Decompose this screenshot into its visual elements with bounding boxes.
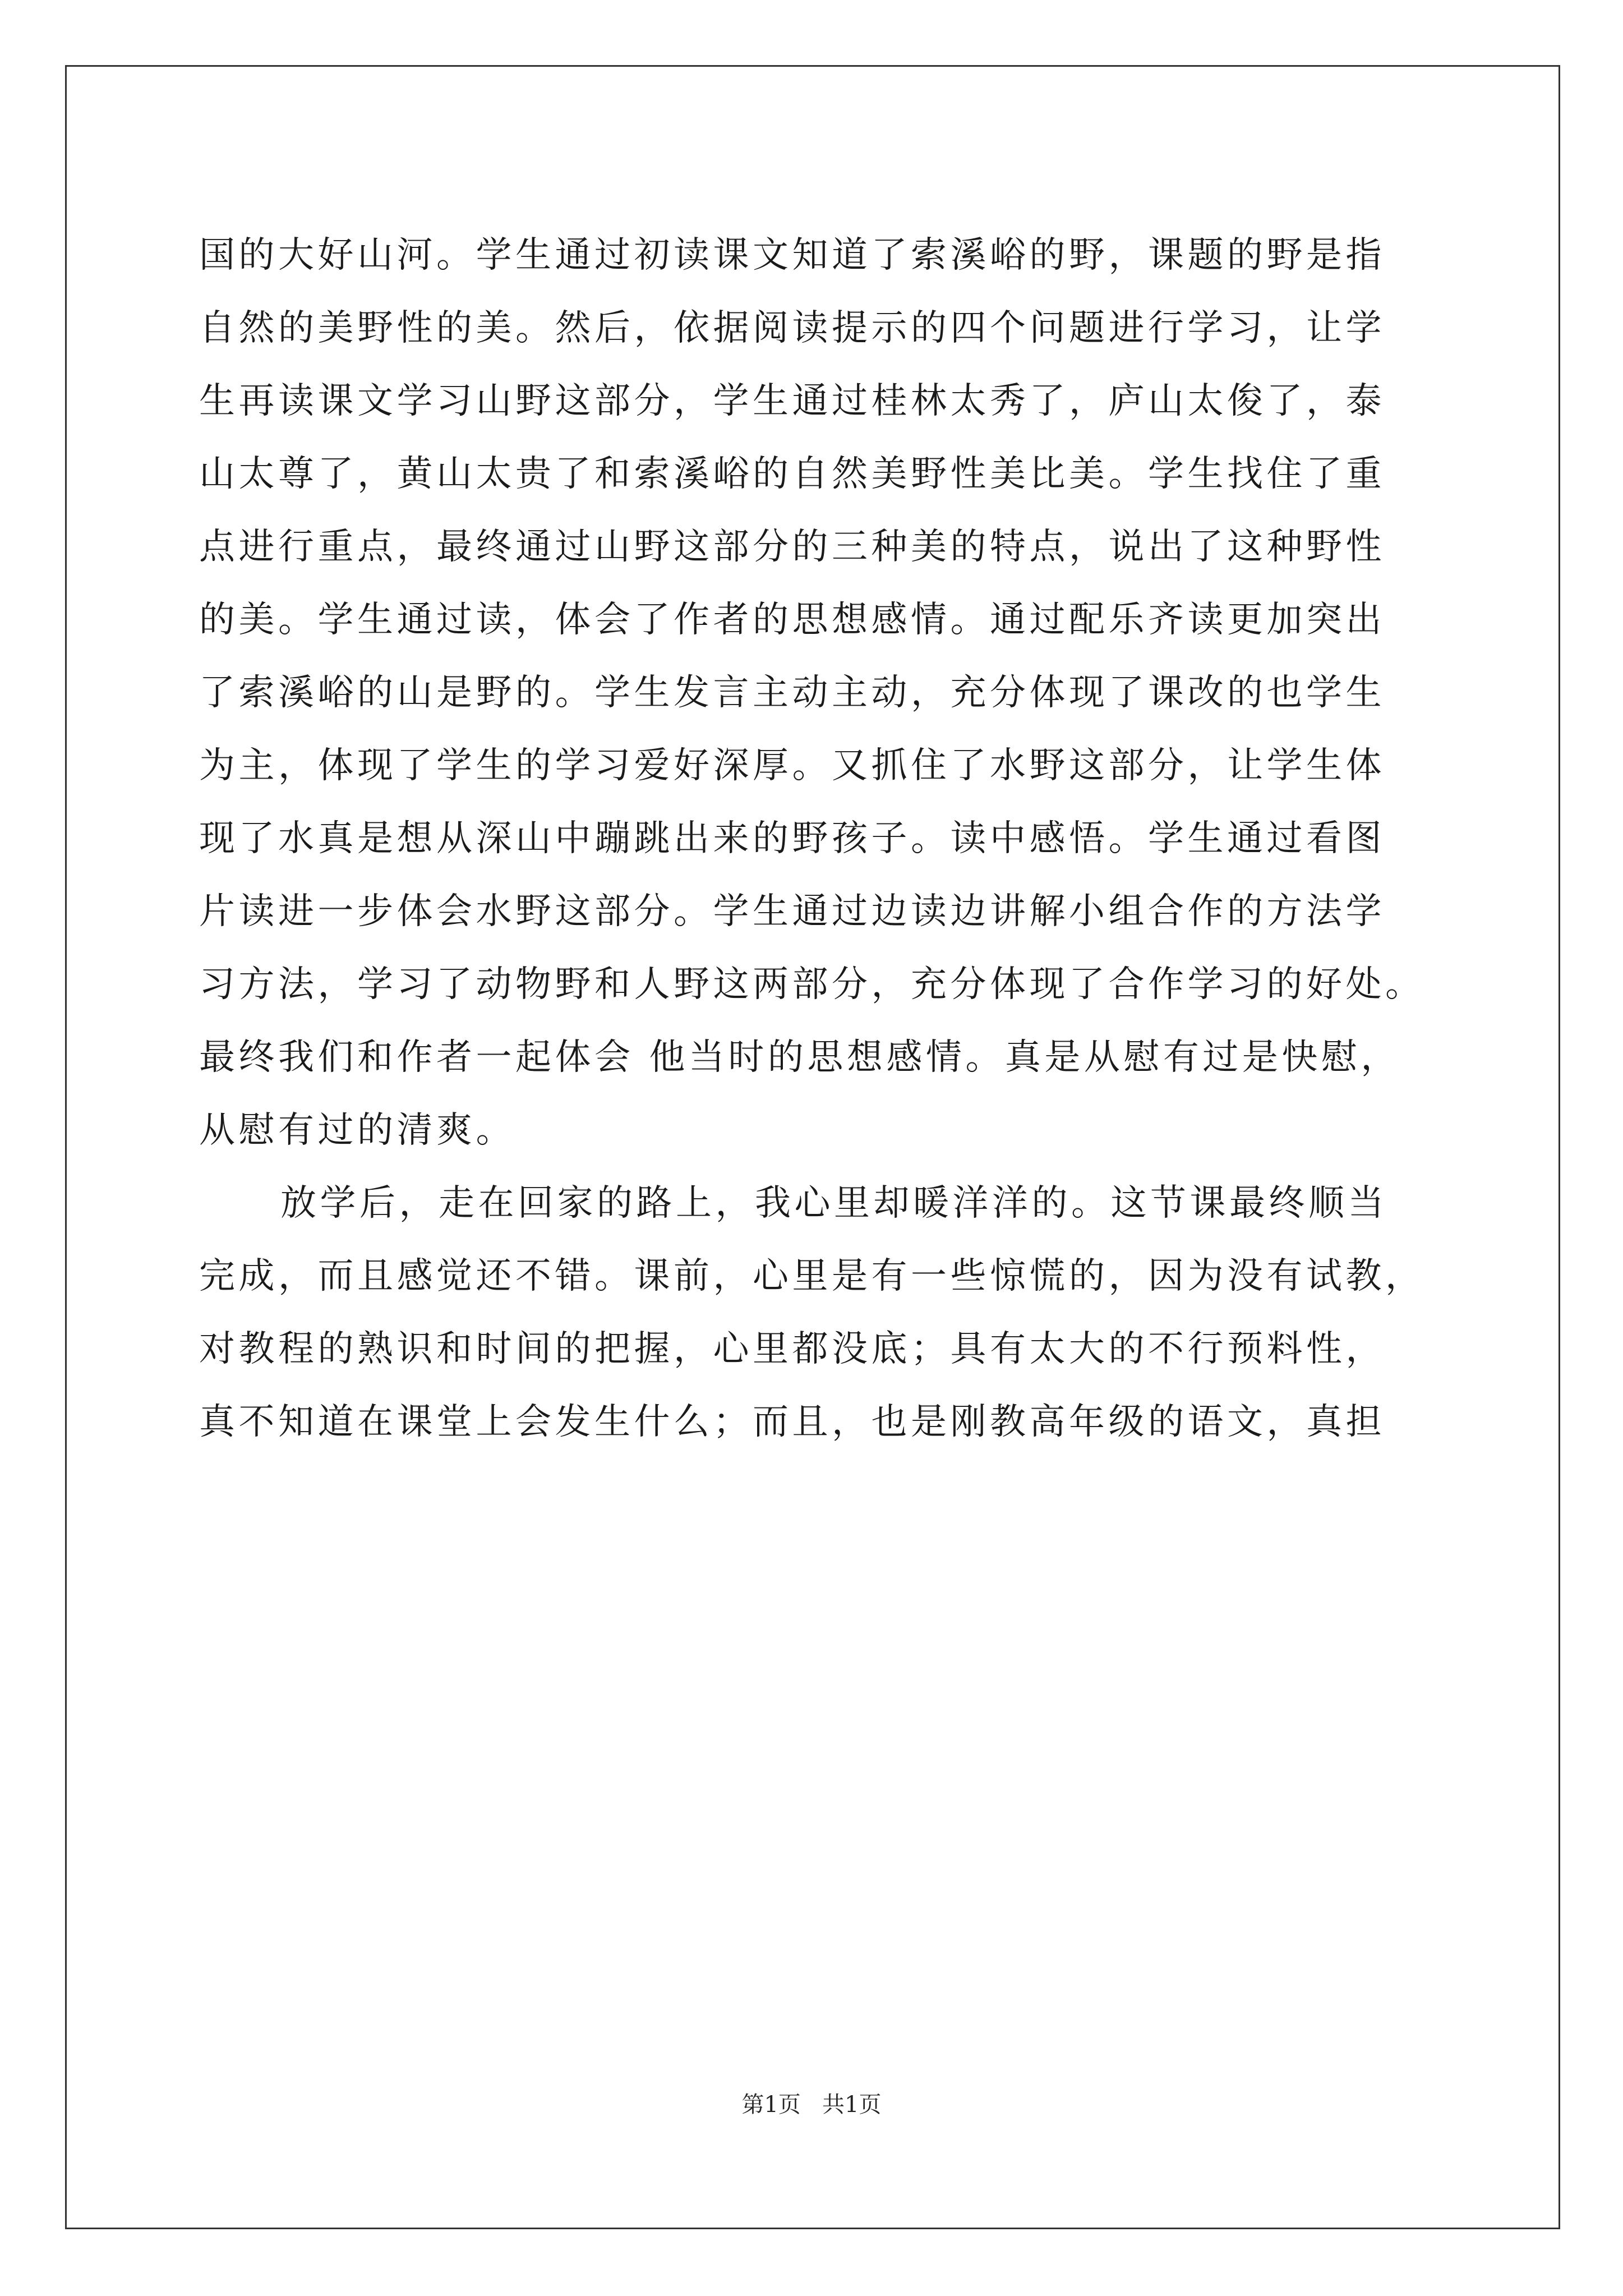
text-line: 为主，体现了学生的学习爱好深厚。又抓住了水野这部分，让学生体 <box>199 745 1385 786</box>
text-line: 完成，而且感觉还不错。课前，心里是有一些惊慌的，因为没有试教， <box>199 1255 1425 1297</box>
text-line: 现了水真是想从深山中蹦跳出来的野孩子。读中感悟。学生通过看图 <box>199 818 1385 859</box>
text-line: 对教程的熟识和时间的把握，心里都没底；具有太大的不行预料性， <box>199 1328 1385 1370</box>
text-line: 从慰有过的清爽。 <box>199 1110 515 1151</box>
text-line: 最终我们和作者一起体会 他当时的思想感情。真是从慰有过是快慰， <box>199 1037 1400 1078</box>
text-line: 了索溪峪的山是野的。学生发言主动主动，充分体现了课改的也学生 <box>199 672 1385 714</box>
paragraph-start-line: 放学后，走在回家的路上，我心里却暖洋洋的。这节课最终顺当 <box>280 1182 1387 1224</box>
text-line: 习方法，学习了动物野和人野这两部分，充分体现了合作学习的好处。 <box>199 964 1425 1005</box>
text-line: 自然的美野性的美。然后，依据阅读提示的四个问题进行学习，让学 <box>199 307 1385 349</box>
text-line: 生再读课文学习山野这部分，学生通过桂林太秀了，庐山太俊了，泰 <box>199 380 1385 422</box>
document-body <box>199 219 1489 1458</box>
text-line: 点进行重点，最终通过山野这部分的三种美的特点，说出了这种野性 <box>199 526 1385 568</box>
text-line: 国的大好山河。学生通过初读课文知道了索溪峪的野，课题的野是指 <box>199 234 1385 276</box>
text-line: 片读进一步体会水野这部分。学生通过边读边讲解小组合作的方法学 <box>199 891 1385 932</box>
text-line: 真不知道在课堂上会发生什么；而且，也是刚教高年级的语文，真担 <box>199 1401 1385 1443</box>
page-footer: 第1页 共1页 <box>741 2092 882 2118</box>
text-line: 山太尊了，黄山太贵了和索溪峪的自然美野性美比美。学生找住了重 <box>199 453 1385 495</box>
text-line: 的美。学生通过读，体会了作者的思想感情。通过配乐齐读更加突出 <box>199 599 1385 641</box>
